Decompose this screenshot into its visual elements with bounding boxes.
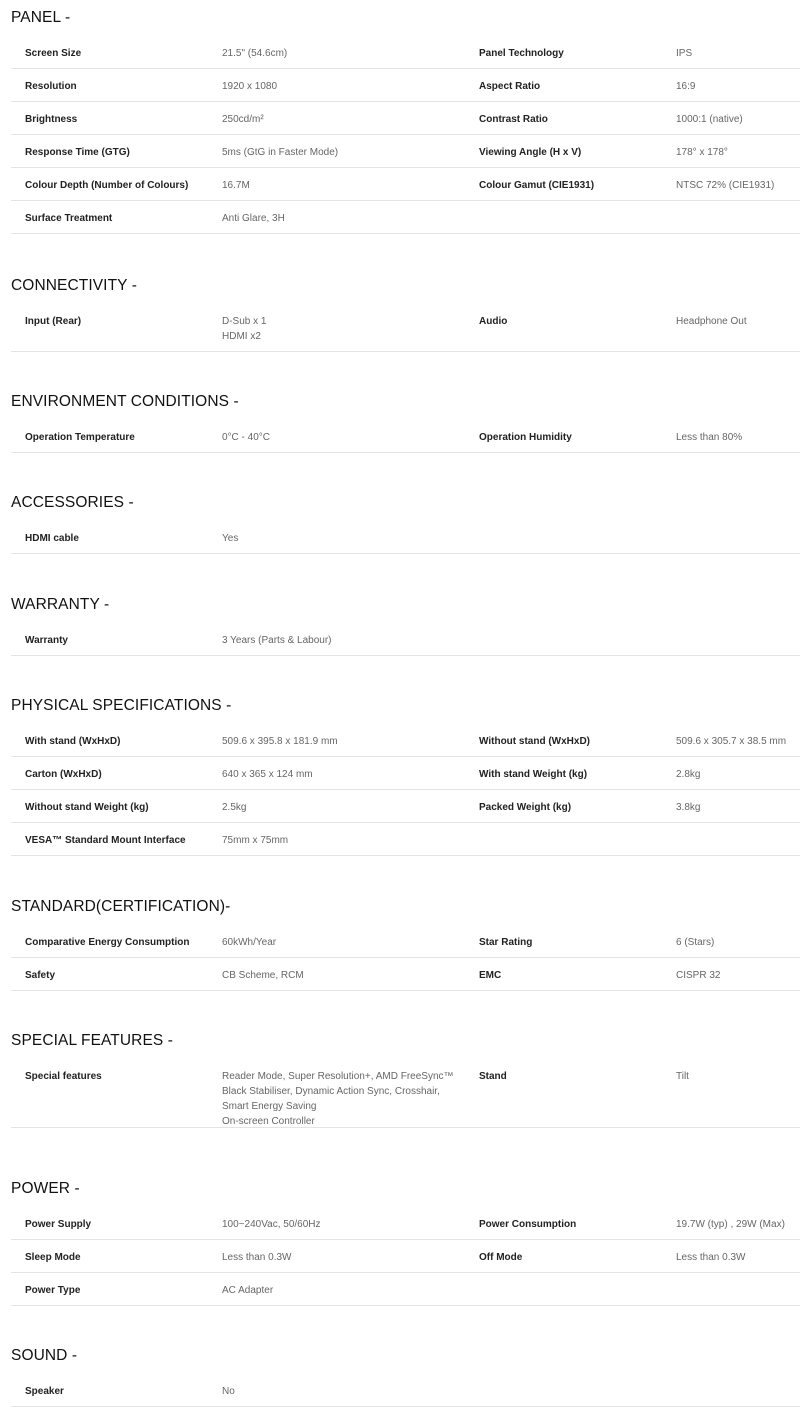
- spec-row: [11, 420, 800, 453]
- spec-label: Without stand Weight (kg): [25, 802, 149, 813]
- spec-label: Sleep Mode: [25, 1252, 81, 1263]
- spec-value: Less than 80%: [676, 432, 743, 443]
- spec-label: EMC: [479, 970, 502, 981]
- spec-label: Colour Gamut (CIE1931): [479, 180, 595, 191]
- spec-label: Audio: [479, 316, 508, 327]
- spec-label: Power Supply: [25, 1219, 92, 1230]
- spec-value: Less than 0.3W: [676, 1252, 746, 1263]
- spec-label: Star Rating: [479, 937, 533, 948]
- spec-value: Yes: [222, 533, 239, 544]
- spec-section-sound: [11, 1338, 800, 1407]
- spec-label: Operation Temperature: [25, 432, 135, 443]
- spec-label: Stand: [479, 1071, 507, 1082]
- spec-value: CISPR 32: [676, 970, 721, 981]
- spec-value: 178° x 178°: [676, 147, 728, 158]
- spec-row: [11, 1374, 800, 1407]
- spec-value: 1920 x 1080: [222, 81, 278, 92]
- section-title: POWER -: [11, 1180, 80, 1197]
- spec-value: 75mm x 75mm: [222, 835, 289, 846]
- spec-label: Brightness: [25, 114, 78, 125]
- spec-label: Aspect Ratio: [479, 81, 541, 92]
- spec-label: Viewing Angle (H x V): [479, 147, 582, 158]
- spec-row: [11, 1207, 800, 1240]
- spec-value: 16:9: [676, 81, 696, 92]
- spec-row: [11, 36, 800, 69]
- spec-value: Headphone Out: [676, 316, 747, 327]
- section-title: ENVIRONMENT CONDITIONS -: [11, 393, 239, 410]
- spec-row: [11, 757, 800, 790]
- spec-row: [11, 1059, 800, 1128]
- spec-section-warranty: [11, 587, 800, 656]
- spec-section-special-features: [11, 1023, 800, 1128]
- spec-label: Speaker: [25, 1386, 64, 1397]
- spec-section-panel: [11, 0, 800, 234]
- spec-label: With stand Weight (kg): [479, 769, 588, 780]
- spec-section-physical-specifications: [11, 688, 800, 856]
- spec-label: Contrast Ratio: [479, 114, 548, 125]
- spec-label: Safety: [25, 970, 56, 981]
- section-title: SOUND -: [11, 1347, 78, 1364]
- spec-value: Reader Mode, Super Resolution+, AMD FreeSync™ Black Stabiliser, Dynamic Action Sync, Crosshair, Smart Energy Saving On-screen Controller: [222, 1071, 454, 1127]
- spec-label: Input (Rear): [25, 316, 82, 327]
- spec-row: [11, 623, 800, 656]
- spec-row: [11, 135, 800, 168]
- spec-label: VESA™ Standard Mount Interface: [25, 835, 186, 846]
- spec-value: 0°C - 40°C: [222, 432, 271, 443]
- spec-row: [11, 1273, 800, 1306]
- spec-row: [11, 69, 800, 102]
- spec-value: 60kWh/Year: [222, 937, 277, 948]
- section-title: SPECIAL FEATURES -: [11, 1032, 173, 1049]
- spec-value: 21.5" (54.6cm): [222, 48, 288, 59]
- spec-label: Screen Size: [25, 48, 82, 59]
- spec-label: Without stand (WxHxD): [479, 736, 591, 747]
- spec-row: [11, 724, 800, 757]
- spec-label: HDMI cable: [25, 533, 79, 544]
- section-title: WARRANTY -: [11, 596, 110, 613]
- spec-label: Resolution: [25, 81, 77, 92]
- spec-value: 16.7M: [222, 180, 250, 191]
- spec-label: Colour Depth (Number of Colours): [25, 180, 189, 191]
- spec-value: No: [222, 1386, 235, 1397]
- spec-label: Comparative Energy Consumption: [25, 937, 190, 948]
- spec-value: 509.6 x 395.8 x 181.9 mm: [222, 736, 338, 747]
- spec-value: Less than 0.3W: [222, 1252, 292, 1263]
- spec-label: Special features: [25, 1071, 102, 1082]
- spec-value: Anti Glare, 3H: [222, 213, 285, 224]
- section-title: CONNECTIVITY -: [11, 277, 137, 294]
- spec-value: NTSC 72% (CIE1931): [676, 180, 775, 191]
- spec-value: 5ms (GtG in Faster Mode): [222, 147, 339, 158]
- spec-section-environment-conditions: [11, 384, 800, 453]
- spec-label: Operation Humidity: [479, 432, 572, 443]
- spec-value: 3 Years (Parts & Labour): [222, 635, 332, 646]
- spec-row: [11, 823, 800, 856]
- spec-row: [11, 925, 800, 958]
- spec-row: [11, 304, 800, 352]
- spec-section-standard-certification: [11, 889, 800, 991]
- spec-value: 100~240Vac, 50/60Hz: [222, 1219, 321, 1230]
- spec-label: Power Type: [25, 1285, 81, 1296]
- spec-value: 6 (Stars): [676, 937, 715, 948]
- spec-row: [11, 958, 800, 991]
- spec-value: D-Sub x 1 HDMI x2: [222, 316, 267, 342]
- spec-row: [11, 102, 800, 135]
- spec-value: 2.8kg: [676, 769, 701, 780]
- spec-label: Power Consumption: [479, 1219, 577, 1230]
- spec-row: [11, 201, 800, 234]
- section-title: STANDARD(CERTIFICATION)-: [11, 898, 231, 915]
- spec-section-connectivity: [11, 268, 800, 352]
- spec-label: Panel Technology: [479, 48, 564, 59]
- spec-section-accessories: [11, 485, 800, 554]
- spec-value: 640 x 365 x 124 mm: [222, 769, 313, 780]
- spec-label: Carton (WxHxD): [25, 769, 102, 780]
- section-title: ACCESSORIES -: [11, 494, 134, 511]
- spec-value: Tilt: [676, 1071, 689, 1082]
- spec-value: IPS: [676, 48, 693, 59]
- spec-row: [11, 790, 800, 823]
- spec-row: [11, 521, 800, 554]
- spec-value: 1000:1 (native): [676, 114, 743, 125]
- spec-value: 509.6 x 305.7 x 38.5 mm: [676, 736, 787, 747]
- spec-value: 2.5kg: [222, 802, 247, 813]
- spec-row: [11, 1240, 800, 1273]
- section-title: PHYSICAL SPECIFICATIONS -: [11, 697, 232, 714]
- spec-value: 250cd/m²: [222, 114, 264, 125]
- spec-value: CB Scheme, RCM: [222, 970, 304, 981]
- spec-label: Response Time (GTG): [25, 147, 130, 158]
- spec-label: With stand (WxHxD): [25, 736, 121, 747]
- spec-value: AC Adapter: [222, 1285, 274, 1296]
- spec-section-power: [11, 1171, 800, 1306]
- spec-label: Surface Treatment: [25, 213, 113, 224]
- section-title: PANEL -: [11, 9, 71, 26]
- spec-value: 19.7W (typ) , 29W (Max): [676, 1219, 785, 1230]
- spec-label: Packed Weight (kg): [479, 802, 572, 813]
- spec-label: Off Mode: [479, 1252, 523, 1263]
- spec-label: Warranty: [25, 635, 68, 646]
- spec-row: [11, 168, 800, 201]
- spec-value: 3.8kg: [676, 802, 701, 813]
